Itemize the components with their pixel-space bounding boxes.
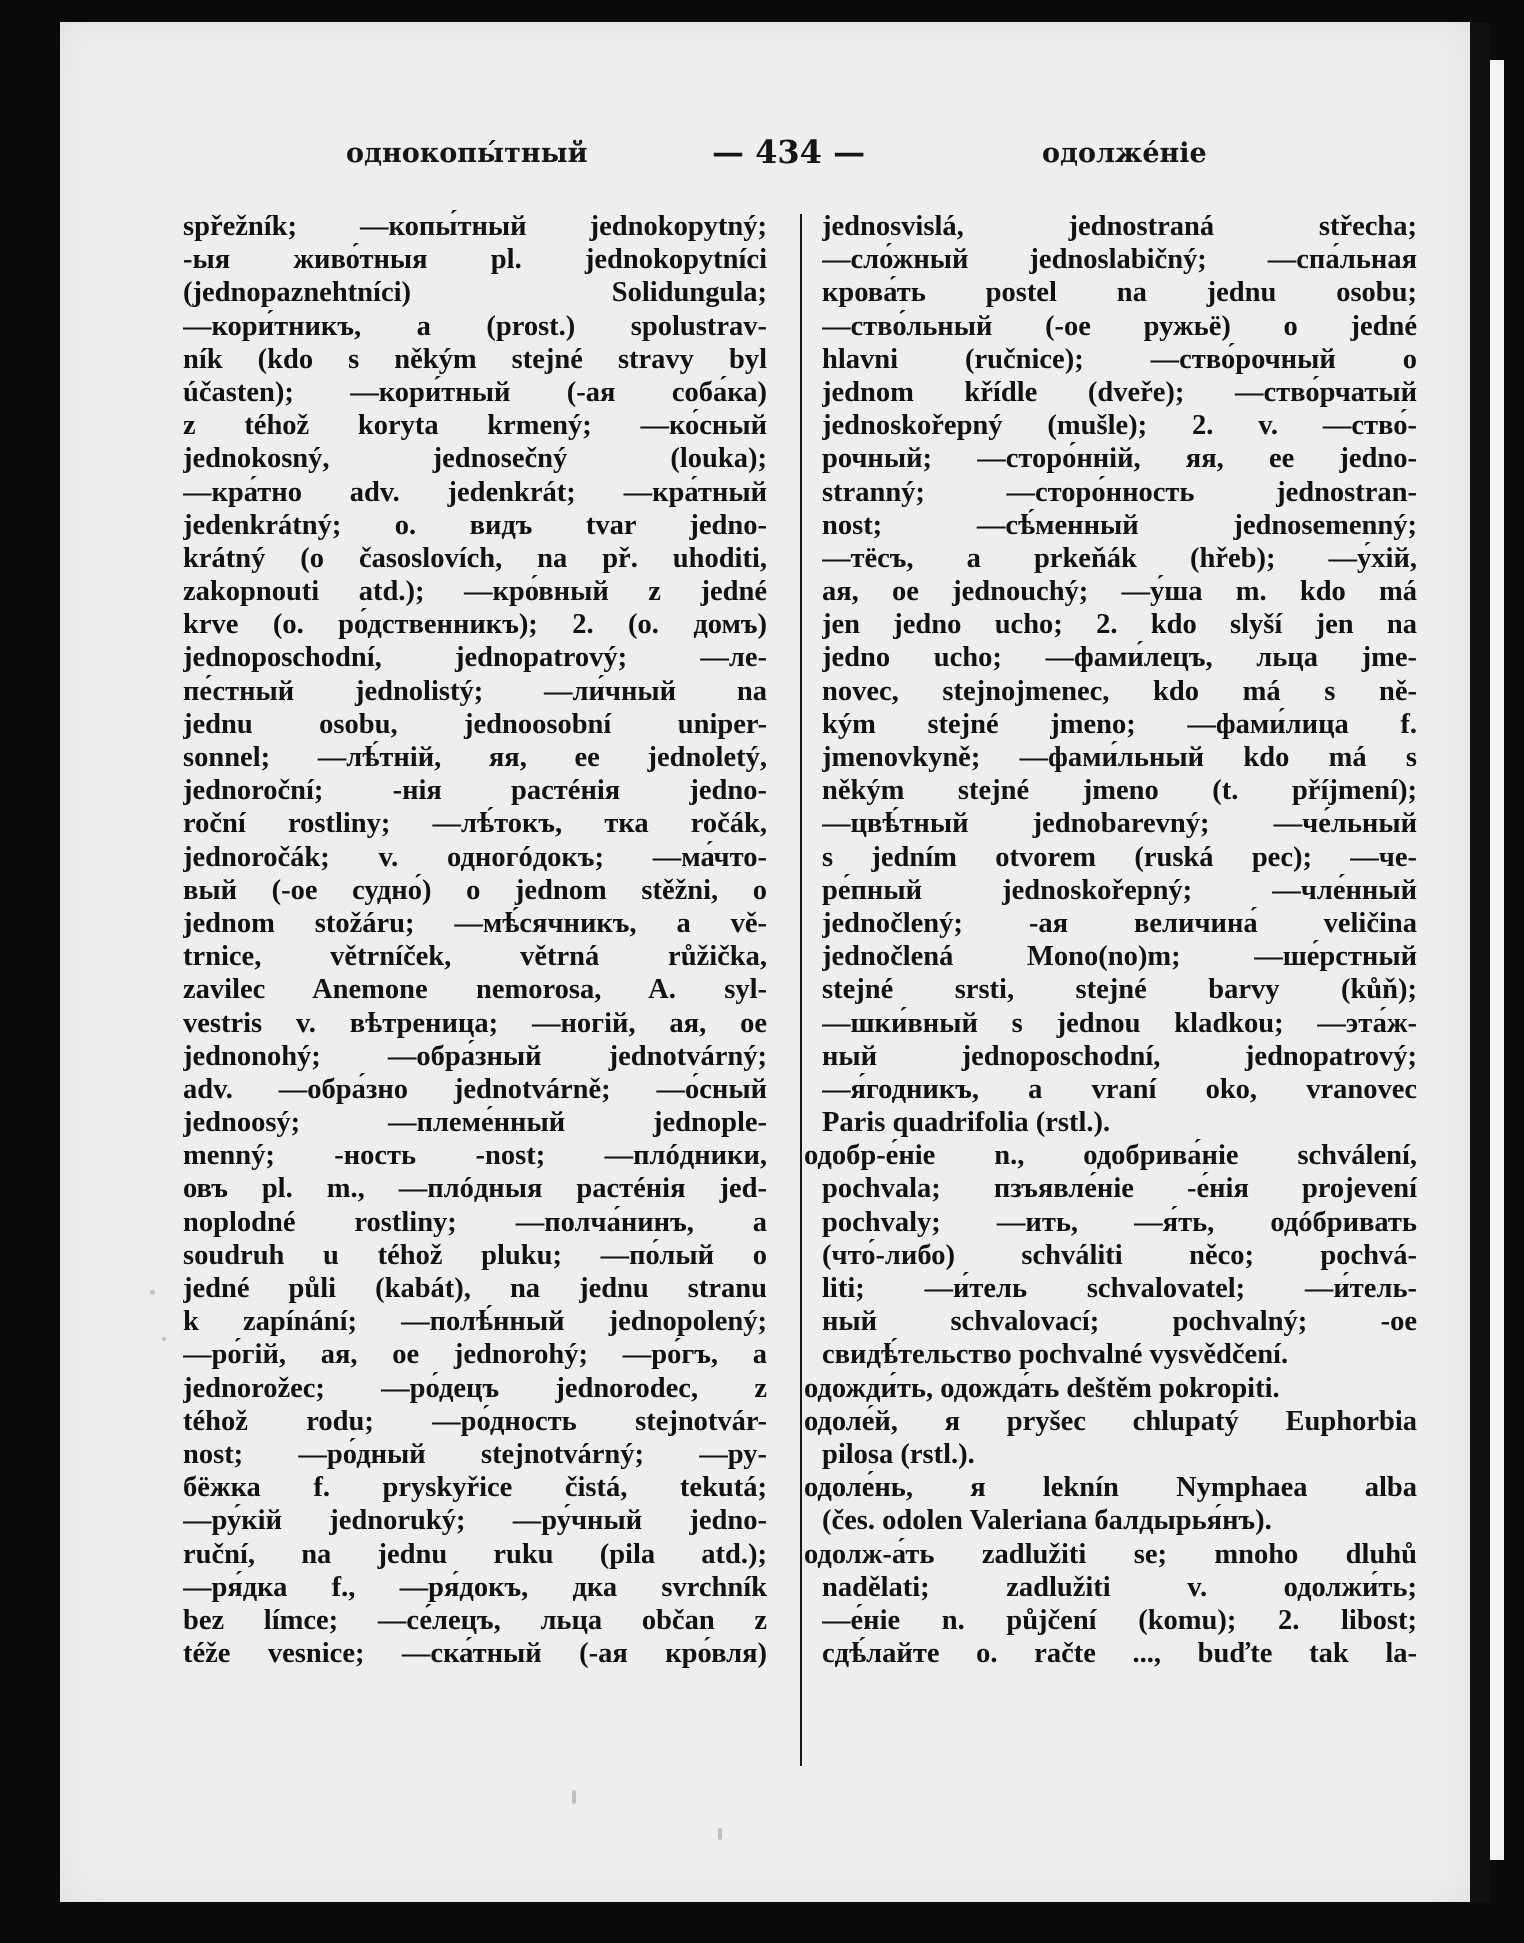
text-line: (čes. odolen Valeriana балдырья́нъ). (822, 1505, 1272, 1537)
text-line: s jedním otvorem (ruská pec); —че- (822, 841, 1417, 873)
text-line: ный schvalovací; pochvalný; -ое (822, 1306, 1417, 1338)
text-line: jednokosný, jednosečný (louka); (183, 443, 767, 475)
text-line: z téhož koryta krmený; —ко́сный (183, 410, 767, 442)
running-head-right: одолже́ніе (1042, 138, 1207, 169)
text-line: ре́пный jednoskořepný; —чле́нный (822, 874, 1417, 906)
text-line: jednom křídle (dveře); —ство́рчатый (822, 376, 1417, 408)
text-line: menný; -ность -nost; —плóдники, (183, 1140, 767, 1172)
text-line: вый (-ое судно́) o jednom stěžni, o (183, 874, 767, 906)
text-line: pilosa (rstl.). (822, 1438, 975, 1470)
text-line: spřežník; —копы́тный jednokopytný; (183, 211, 767, 242)
text-line: одоле́й, я pryšec chlupatý Euphorbia (804, 1405, 1417, 1437)
text-line: roční rostliny; —лѣ́токъ, тка ročák, (183, 808, 767, 840)
left-column (183, 210, 767, 1670)
text-line: trnice, větrníček, větrná růžička, (183, 941, 767, 973)
text-line: рочный; —сторо́нній, яя, ее jedno- (822, 443, 1417, 475)
text-line: одобр-е́ніе n., одобрива́ніе schválení, (804, 1140, 1417, 1172)
text-line: крова́ть postel na jednu osobu; (822, 277, 1417, 309)
text-line: hlavni (ručnice); —ство́рочный o (822, 343, 1417, 375)
text-line: jednočlená Mono(no)m; —ше́рстный (822, 941, 1417, 973)
text-line: одоле́нь, я leknín Nymphaea alba (804, 1472, 1417, 1504)
text-line: sonnel; —лѣ́тній, яя, ее jednoletý, (183, 742, 767, 773)
text-line: (jednopaznehtníci) Solidungula; (183, 277, 767, 309)
text-line: пе́стный jednolistý; —ли́чный na (183, 675, 767, 707)
text-line: jedno ucho; —фами́лецъ, льца jme- (822, 642, 1417, 674)
text-line: jednoroční; -нія растéнія jedno- (183, 775, 767, 807)
text-line: novec, stejnojmenec, kdo má s ně- (822, 675, 1417, 707)
running-head-left: однокопы́тный (346, 138, 588, 169)
text-line: pochvala; пзъявле́ніе -е́нія projevení (822, 1173, 1417, 1205)
text-line: -ыя живо́тныя pl. jednokopytníci (183, 244, 767, 276)
text-line: —ря́дка f., —ря́докъ, дка svrchník (183, 1571, 767, 1603)
text-line: někým stejné jmeno (t. příjmení); (822, 775, 1417, 807)
text-line: одожди́ть, одожда́ть deštěm pokropiti. (804, 1372, 1280, 1404)
text-line: —шки́вный s jednou kladkou; —эта́ж- (822, 1007, 1417, 1039)
text-line: jednu osobu, jednoosobní uniper- (183, 708, 767, 740)
ink-speck (162, 1337, 166, 1341)
ink-speck (718, 1828, 722, 1840)
text-line: одолж-а́ть zadlužiti se; mnoho dluhů (804, 1538, 1417, 1570)
text-line: свидѣ́тельство pochvalné vysvědčení. (822, 1339, 1289, 1371)
text-line: nost; —ро́дный stejnotvárný; —ру- (183, 1438, 767, 1470)
text-line: —я́годникъ, a vraní oko, vranovec (822, 1073, 1417, 1105)
text-line: soudruh u téhož pluku; —по́лый o (183, 1239, 767, 1271)
text-line: (что́-либо) schváliti něco; pochvá- (822, 1239, 1417, 1271)
text-line: —кори́тникъ, a (prost.) spolustrav- (183, 310, 767, 342)
text-line: kým stejné jmeno; —фами́лица f. (822, 708, 1417, 740)
text-line: Paris quadrifolia (rstl.). (822, 1107, 1111, 1139)
text-line: zavilec Anemone nemorosa, A. syl- (183, 974, 767, 1006)
text-line: сдѣ́лайте o. račte ..., buďte tak la- (822, 1638, 1417, 1670)
text-line: —кра́тно adv. jedenkrát; —кра́тный (183, 476, 767, 508)
text-line: zakopnouti atd.); —кро́вный z jedné (183, 576, 767, 608)
text-line: pochvaly; —ить, —я́ть, одóбривать (822, 1206, 1417, 1238)
text-line: jmenovkyně; —фами́льный kdo má s (822, 742, 1417, 773)
text-line: jednosvislá, jednostraná střecha; (822, 211, 1417, 242)
next-page-edge (1490, 60, 1504, 1860)
text-line: —ство́льный (-ое ружьё) o jedné (822, 310, 1417, 342)
text-line: stranný; —сторо́нность jednostran- (822, 476, 1417, 508)
text-line: noplodné rostliny; —полча́нинъ, a (183, 1206, 767, 1238)
text-line: adv. —обра́зно jednotvárně; —о́сный (183, 1073, 767, 1105)
text-line: téže vesnice; —ска́тный (-ая кро́вля) (183, 1638, 767, 1670)
page-number: — 434 — (712, 133, 866, 171)
text-line: téhož rodu; —ро́дность stejnotvár- (183, 1405, 767, 1437)
text-line: jednoposchodní, jednopatrový; —ле- (183, 642, 767, 674)
column-divider (800, 214, 802, 1766)
text-line: stejné srsti, stejné barvy (kůň); (822, 974, 1417, 1006)
text-line: бёжка f. pryskyřice čistá, tekutá; (183, 1472, 767, 1504)
ink-speck (150, 1290, 155, 1295)
page-binding-shadow (1470, 22, 1490, 1902)
text-line: jedenkrátný; o. видъ tvar jedno- (183, 509, 767, 541)
text-line: jednočlený; -ая величина́ veličina (822, 907, 1417, 939)
text-line: ный jednoposchodní, jednopatrový; (822, 1040, 1417, 1072)
text-line: bez límce; —се́лецъ, льца občan z (183, 1604, 767, 1636)
text-line: —е́ніе n. půjčení (komu); 2. libost; (822, 1604, 1417, 1636)
text-line: ая, ое jednouchý; —у́ша m. kdo má (822, 576, 1417, 608)
text-line: ník (kdo s někým stejné stravy byl (183, 343, 767, 375)
text-line: nadělati; zadlužiti v. одолжи́ть; (822, 1571, 1417, 1603)
ink-speck (572, 1790, 576, 1804)
text-line: k zapínání; —полѣ́нный jednopolený; (183, 1306, 767, 1338)
right-column (804, 210, 1417, 1670)
text-line: vestris v. вѣтреница; —ногій, ая, ое (183, 1007, 767, 1039)
text-line: jedné půli (kabát), na jednu stranu (183, 1273, 767, 1304)
text-line: jednorožec; —ро́децъ jednorodec, z (183, 1372, 767, 1404)
text-line: —ро́гій, ая, ое jednorohý; —ро́гъ, a (183, 1339, 767, 1371)
text-line: jednoskořepný (mušle); 2. v. —ство́- (822, 410, 1417, 442)
text-line: овъ pl. m., —плóдныя растéнія jed- (183, 1173, 767, 1205)
text-line: jednom stožáru; —мѣ́сячникъ, a vě- (183, 907, 767, 939)
text-line: jednoročák; v. одногóдокъ; —ма́что- (183, 841, 767, 873)
text-line: —сло́жный jednoslabičný; —спа́льная (822, 244, 1417, 276)
text-line: jen jedno ucho; 2. kdo slyší jen na (822, 609, 1417, 641)
text-line: ruční, na jednu ruku (pila atd.); (183, 1538, 767, 1570)
text-line: účasten); —кори́тный (-ая соба́ка) (183, 376, 767, 408)
text-line: liti; —и́тель schvalovatel; —и́тель- (822, 1273, 1417, 1304)
text-line: jednonohý; —обра́зный jednotvárný; (183, 1040, 767, 1072)
text-line: nost; —сѣ́менный jednosemenný; (822, 509, 1417, 541)
text-line: —тёсъ, a prkeňák (hřeb); —у́хій, (822, 542, 1417, 574)
text-line: krátný (o časoslovích, na př. uhoditi, (183, 542, 767, 574)
text-line: krve (o. ро́дственникъ); 2. (o. домъ) (183, 609, 767, 641)
text-line: —ру́кій jednoruký; —ру́чный jedno- (183, 1505, 767, 1537)
text-line: —цвѣ́тный jednobarevný; —че́льный (822, 808, 1417, 840)
text-line: jednoosý; —племе́нный jednople- (183, 1107, 767, 1139)
